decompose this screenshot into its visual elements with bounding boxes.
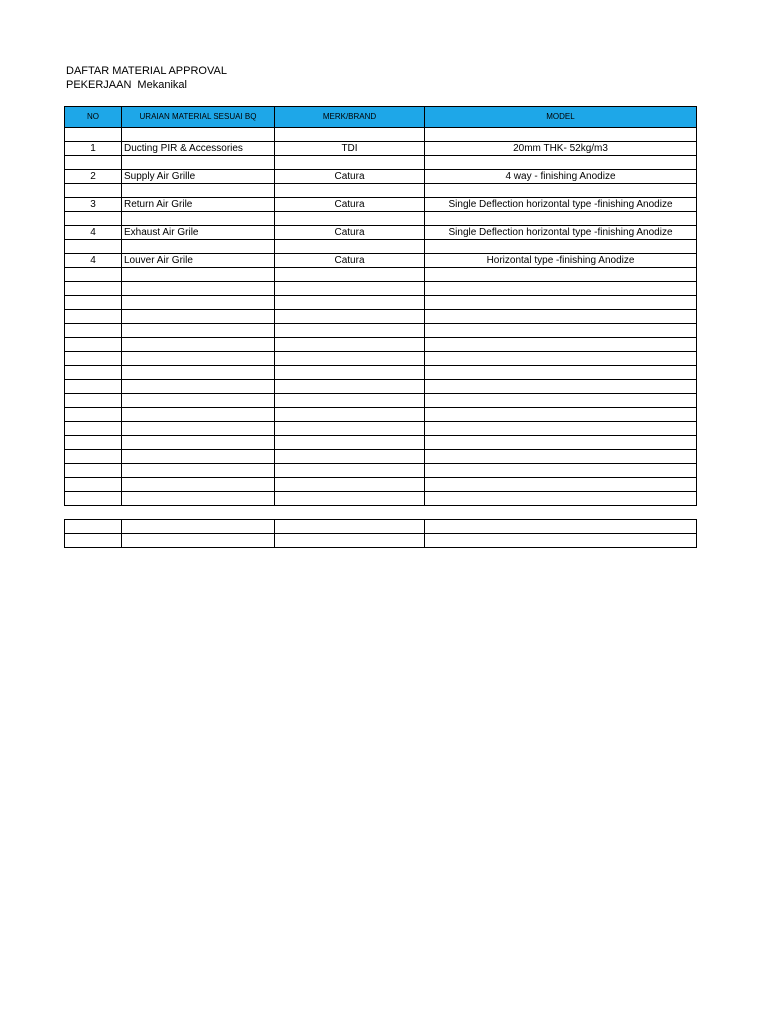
cell-description: [122, 352, 275, 366]
cell-no: [65, 240, 122, 254]
cell-model: [425, 324, 697, 338]
cell-no: 1: [65, 142, 122, 156]
cell-no: [65, 464, 122, 478]
cell-no: [65, 366, 122, 380]
cell-description: [122, 296, 275, 310]
cell-brand: [275, 492, 425, 506]
cell-description: [122, 422, 275, 436]
cell-brand: [275, 408, 425, 422]
cell-brand: Catura: [275, 254, 425, 268]
table-header-row: [65, 107, 697, 128]
cell-brand: [275, 366, 425, 380]
table-row: [65, 198, 697, 212]
cell-description: [122, 128, 275, 142]
cell-brand: [275, 534, 425, 548]
cell-no: [65, 450, 122, 464]
cell-brand: [275, 394, 425, 408]
extra-table-row: [65, 534, 697, 548]
table-row: [65, 436, 697, 450]
table-row: [65, 128, 697, 142]
table-row: [65, 464, 697, 478]
table-row: [65, 184, 697, 198]
cell-brand: [275, 296, 425, 310]
cell-brand: [275, 352, 425, 366]
cell-brand: Catura: [275, 170, 425, 184]
cell-brand: [275, 156, 425, 170]
cell-no: [65, 408, 122, 422]
cell-brand: [275, 464, 425, 478]
cell-no: [65, 268, 122, 282]
cell-description: [122, 408, 275, 422]
cell-brand: [275, 282, 425, 296]
cell-no: [65, 352, 122, 366]
table-row: [65, 170, 697, 184]
table-row: [65, 212, 697, 226]
column-header-brand: MERK/BRAND: [275, 107, 425, 128]
cell-brand: Catura: [275, 198, 425, 212]
cell-model: [425, 464, 697, 478]
cell-description: Supply Air Grille: [122, 170, 275, 184]
cell-brand: [275, 268, 425, 282]
cell-brand: [275, 338, 425, 352]
cell-model: 20mm THK- 52kg/m3: [425, 142, 697, 156]
cell-no: [65, 534, 122, 548]
cell-model: [425, 352, 697, 366]
table-row: [65, 478, 697, 492]
cell-description: [122, 240, 275, 254]
table-row: [65, 156, 697, 170]
cell-model: [425, 534, 697, 548]
work-value: Mekanikal: [137, 79, 187, 91]
cell-model: Horizontal type -finishing Anodize: [425, 254, 697, 268]
table-row: [65, 450, 697, 464]
cell-no: 2: [65, 170, 122, 184]
extra-table: [64, 519, 697, 548]
cell-model: [425, 338, 697, 352]
cell-no: [65, 394, 122, 408]
cell-model: [425, 184, 697, 198]
table-row: [65, 268, 697, 282]
cell-model: [425, 520, 697, 534]
cell-description: Return Air Grile: [122, 198, 275, 212]
cell-no: [65, 310, 122, 324]
cell-description: Louver Air Grile: [122, 254, 275, 268]
table-row: [65, 366, 697, 380]
cell-description: Ducting PIR & Accessories: [122, 142, 275, 156]
cell-model: [425, 366, 697, 380]
document-title: DAFTAR MATERIAL APPROVAL: [66, 65, 227, 77]
cell-model: [425, 422, 697, 436]
cell-model: [425, 128, 697, 142]
cell-model: Single Deflection horizontal type -finishing Anodize: [425, 226, 697, 240]
cell-description: [122, 492, 275, 506]
cell-description: [122, 212, 275, 226]
cell-model: [425, 436, 697, 450]
cell-no: [65, 478, 122, 492]
cell-no: 4: [65, 254, 122, 268]
cell-description: Exhaust Air Grile: [122, 226, 275, 240]
table-row: [65, 408, 697, 422]
cell-description: [122, 268, 275, 282]
cell-brand: [275, 450, 425, 464]
table-row: [65, 352, 697, 366]
table-row: [65, 338, 697, 352]
cell-description: [122, 156, 275, 170]
table-row: [65, 310, 697, 324]
cell-model: 4 way - finishing Anodize: [425, 170, 697, 184]
cell-no: [65, 324, 122, 338]
cell-no: [65, 156, 122, 170]
cell-model: [425, 450, 697, 464]
cell-model: Single Deflection horizontal type -finishing Anodize: [425, 198, 697, 212]
cell-description: [122, 338, 275, 352]
cell-description: [122, 394, 275, 408]
cell-no: [65, 436, 122, 450]
cell-model: [425, 296, 697, 310]
cell-description: [122, 184, 275, 198]
cell-no: [65, 296, 122, 310]
table-row: [65, 296, 697, 310]
cell-description: [122, 450, 275, 464]
cell-brand: [275, 422, 425, 436]
table-row: [65, 240, 697, 254]
cell-no: [65, 128, 122, 142]
cell-no: [65, 380, 122, 394]
cell-model: [425, 156, 697, 170]
cell-model: [425, 478, 697, 492]
cell-no: [65, 422, 122, 436]
column-header-no: NO: [65, 107, 122, 128]
cell-brand: [275, 212, 425, 226]
material-table: [64, 106, 697, 506]
extra-table-row: [65, 520, 697, 534]
cell-model: [425, 240, 697, 254]
cell-model: [425, 380, 697, 394]
cell-description: [122, 366, 275, 380]
cell-no: 4: [65, 226, 122, 240]
cell-description: [122, 324, 275, 338]
cell-description: [122, 520, 275, 534]
table-row: [65, 142, 697, 156]
cell-model: [425, 268, 697, 282]
table-row: [65, 422, 697, 436]
cell-no: [65, 520, 122, 534]
cell-model: [425, 492, 697, 506]
work-label: PEKERJAAN: [66, 79, 132, 91]
table-row: [65, 226, 697, 240]
cell-brand: Catura: [275, 226, 425, 240]
table-row: [65, 492, 697, 506]
cell-no: [65, 212, 122, 226]
table-row: [65, 324, 697, 338]
cell-brand: TDI: [275, 142, 425, 156]
cell-model: [425, 310, 697, 324]
cell-brand: [275, 380, 425, 394]
cell-description: [122, 478, 275, 492]
cell-description: [122, 436, 275, 450]
cell-description: [122, 464, 275, 478]
column-header-model: MODEL: [425, 107, 697, 128]
cell-no: [65, 492, 122, 506]
cell-brand: [275, 128, 425, 142]
cell-no: [65, 184, 122, 198]
cell-brand: [275, 184, 425, 198]
cell-model: [425, 408, 697, 422]
work-line: [66, 79, 187, 92]
cell-brand: [275, 310, 425, 324]
cell-brand: [275, 324, 425, 338]
cell-description: [122, 282, 275, 296]
cell-brand: [275, 240, 425, 254]
cell-description: [122, 310, 275, 324]
cell-model: [425, 282, 697, 296]
cell-model: [425, 394, 697, 408]
cell-no: 3: [65, 198, 122, 212]
cell-description: [122, 380, 275, 394]
cell-description: [122, 534, 275, 548]
cell-brand: [275, 478, 425, 492]
table-row: [65, 282, 697, 296]
cell-model: [425, 212, 697, 226]
table-row: [65, 394, 697, 408]
cell-no: [65, 282, 122, 296]
cell-no: [65, 338, 122, 352]
column-header-description: URAIAN MATERIAL SESUAI BQ: [122, 107, 275, 128]
cell-brand: [275, 520, 425, 534]
table-row: [65, 254, 697, 268]
table-row: [65, 380, 697, 394]
cell-brand: [275, 436, 425, 450]
